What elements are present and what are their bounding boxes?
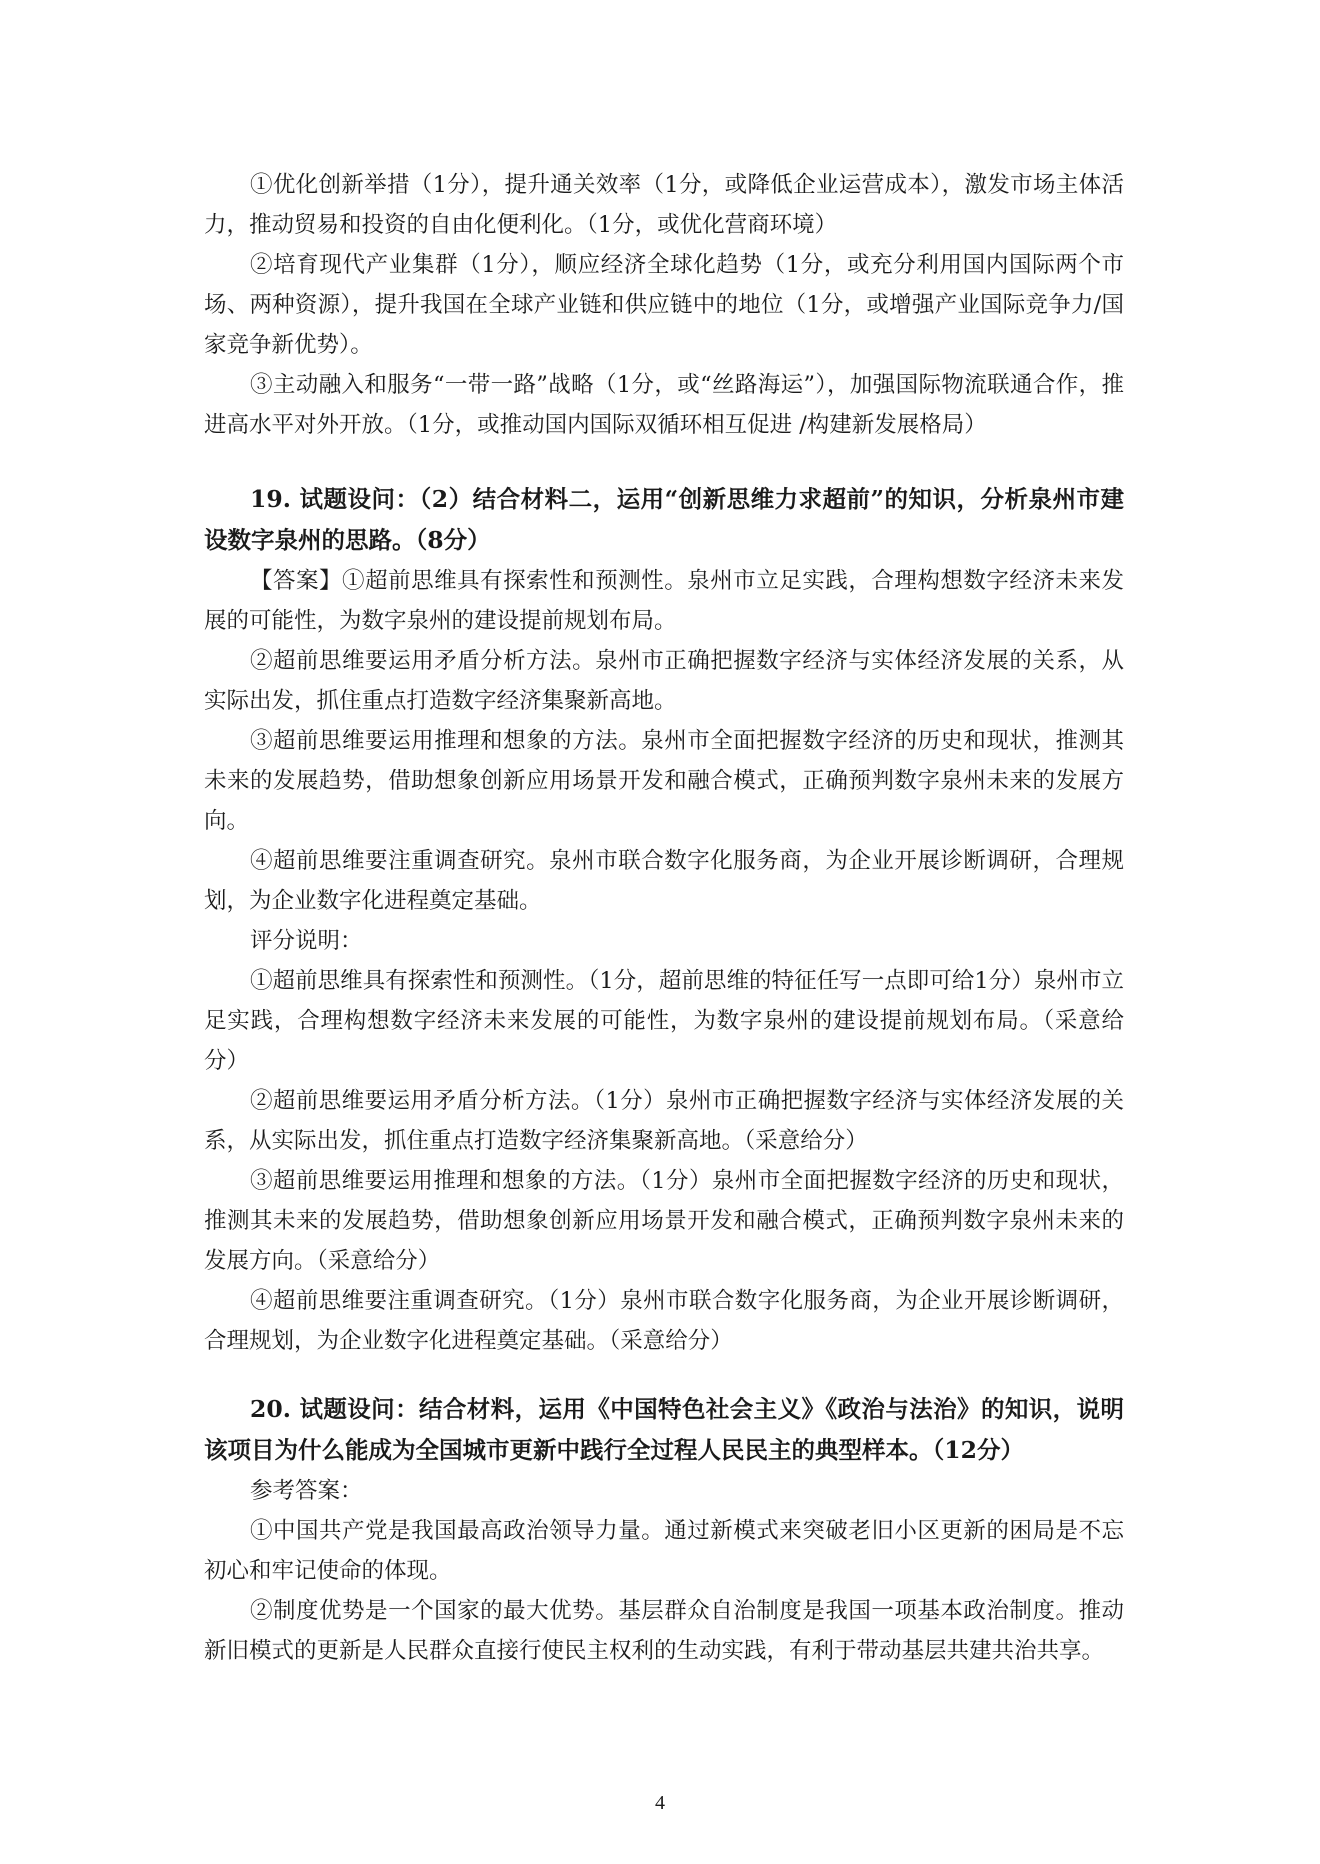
answer-point-3: ③主动融入和服务“一带一路”战略（1分，或“丝路海运”），加强国际物流联通合作，推进高水平对外开放。（1分，或推动国内国际双循环相互促进 /构建新发展格局） xyxy=(204,372,1124,438)
q20-reference-label: 参考答案： xyxy=(250,1478,363,1504)
question-20-title: 20. 试题设问：结合材料，运用《中国特色社会主义》《政治与法治》的知识，说明该项目为什么能成为全国城市更新中践行全过程人民民主的典型样本。（12分） xyxy=(204,1395,1124,1464)
question-19-title: 19. 试题设问：（2）结合材料二，运用“创新思维力求超前”的知识，分析泉州市建设数字泉州的思路。（8分） xyxy=(204,485,1124,554)
answer-point-2: ②培育现代产业集群（1分），顺应经济全球化趋势（1分，或充分利用国内国际两个市场、两种资源），提升我国在全球产业链和供应链中的地位（1分，或增强产业国际竞争力/国家竞争新优势）。 xyxy=(204,252,1124,358)
q19-answer-point-3: ③超前思维要运用推理和想象的方法。泉州市全面把握数字经济的历史和现状，推测其未来的发展趋势，借助想象创新应用场景开发和融合模式，正确预判数字泉州未来的发展方向。 xyxy=(204,728,1124,834)
q19-answer-point-4: ④超前思维要注重调查研究。泉州市联合数字化服务商，为企业开展诊断调研，合理规划，为企业数字化进程奠定基础。 xyxy=(204,848,1124,914)
section-spacer xyxy=(204,1361,1124,1389)
q19-scoring-point-2: ②超前思维要运用矛盾分析方法。（1分）泉州市正确把握数字经济与实体经济发展的关系，从实际出发，抓住重点打造数字经济集聚新高地。（采意给分） xyxy=(204,1088,1124,1154)
q20-answer-point-1: ①中国共产党是我国最高政治领导力量。通过新模式来突破老旧小区更新的困局是不忘初心和牢记使命的体现。 xyxy=(204,1518,1124,1584)
q19-scoring-point-3: ③超前思维要运用推理和想象的方法。（1分）泉州市全面把握数字经济的历史和现状，推测其未来的发展趋势，借助想象创新应用场景开发和融合模式，正确预判数字泉州未来的发展方向。（采意给分） xyxy=(204,1168,1124,1274)
q19-scoring-label: 评分说明： xyxy=(250,928,363,954)
prev-answer-section xyxy=(204,165,1124,445)
page-content xyxy=(204,165,1124,1671)
page-number: 4 xyxy=(655,1792,665,1814)
q20-answer-point-2: ②制度优势是一个国家的最大优势。基层群众自治制度是我国一项基本政治制度。推动新旧模式的更新是人民群众直接行使民主权利的生动实践，有利于带动基层共建共治共享。 xyxy=(204,1598,1124,1664)
question-19-section xyxy=(204,479,1124,1361)
question-20-section xyxy=(204,1389,1124,1671)
q19-scoring-point-4: ④超前思维要注重调查研究。（1分）泉州市联合数字化服务商，为企业开展诊断调研，合理规划，为企业数字化进程奠定基础。（采意给分） xyxy=(204,1288,1124,1354)
q19-answer-point-1: 【答案】①超前思维具有探索性和预测性。泉州市立足实践，合理构想数字经济未来发展的可能性，为数字泉州的建设提前规划布局。 xyxy=(204,568,1124,634)
q19-scoring-point-1: ①超前思维具有探索性和预测性。（1分，超前思维的特征任写一点即可给1分）泉州市立足实践，合理构想数字经济未来发展的可能性，为数字泉州的建设提前规划布局。（采意给分） xyxy=(204,968,1124,1074)
answer-point-1: ①优化创新举措（1分），提升通关效率（1分，或降低企业运营成本），激发市场主体活力，推动贸易和投资的自由化便利化。（1分，或优化营商环境） xyxy=(204,172,1124,238)
section-spacer xyxy=(204,445,1124,479)
q19-answer-point-2: ②超前思维要运用矛盾分析方法。泉州市正确把握数字经济与实体经济发展的关系，从实际出发，抓住重点打造数字经济集聚新高地。 xyxy=(204,648,1124,714)
